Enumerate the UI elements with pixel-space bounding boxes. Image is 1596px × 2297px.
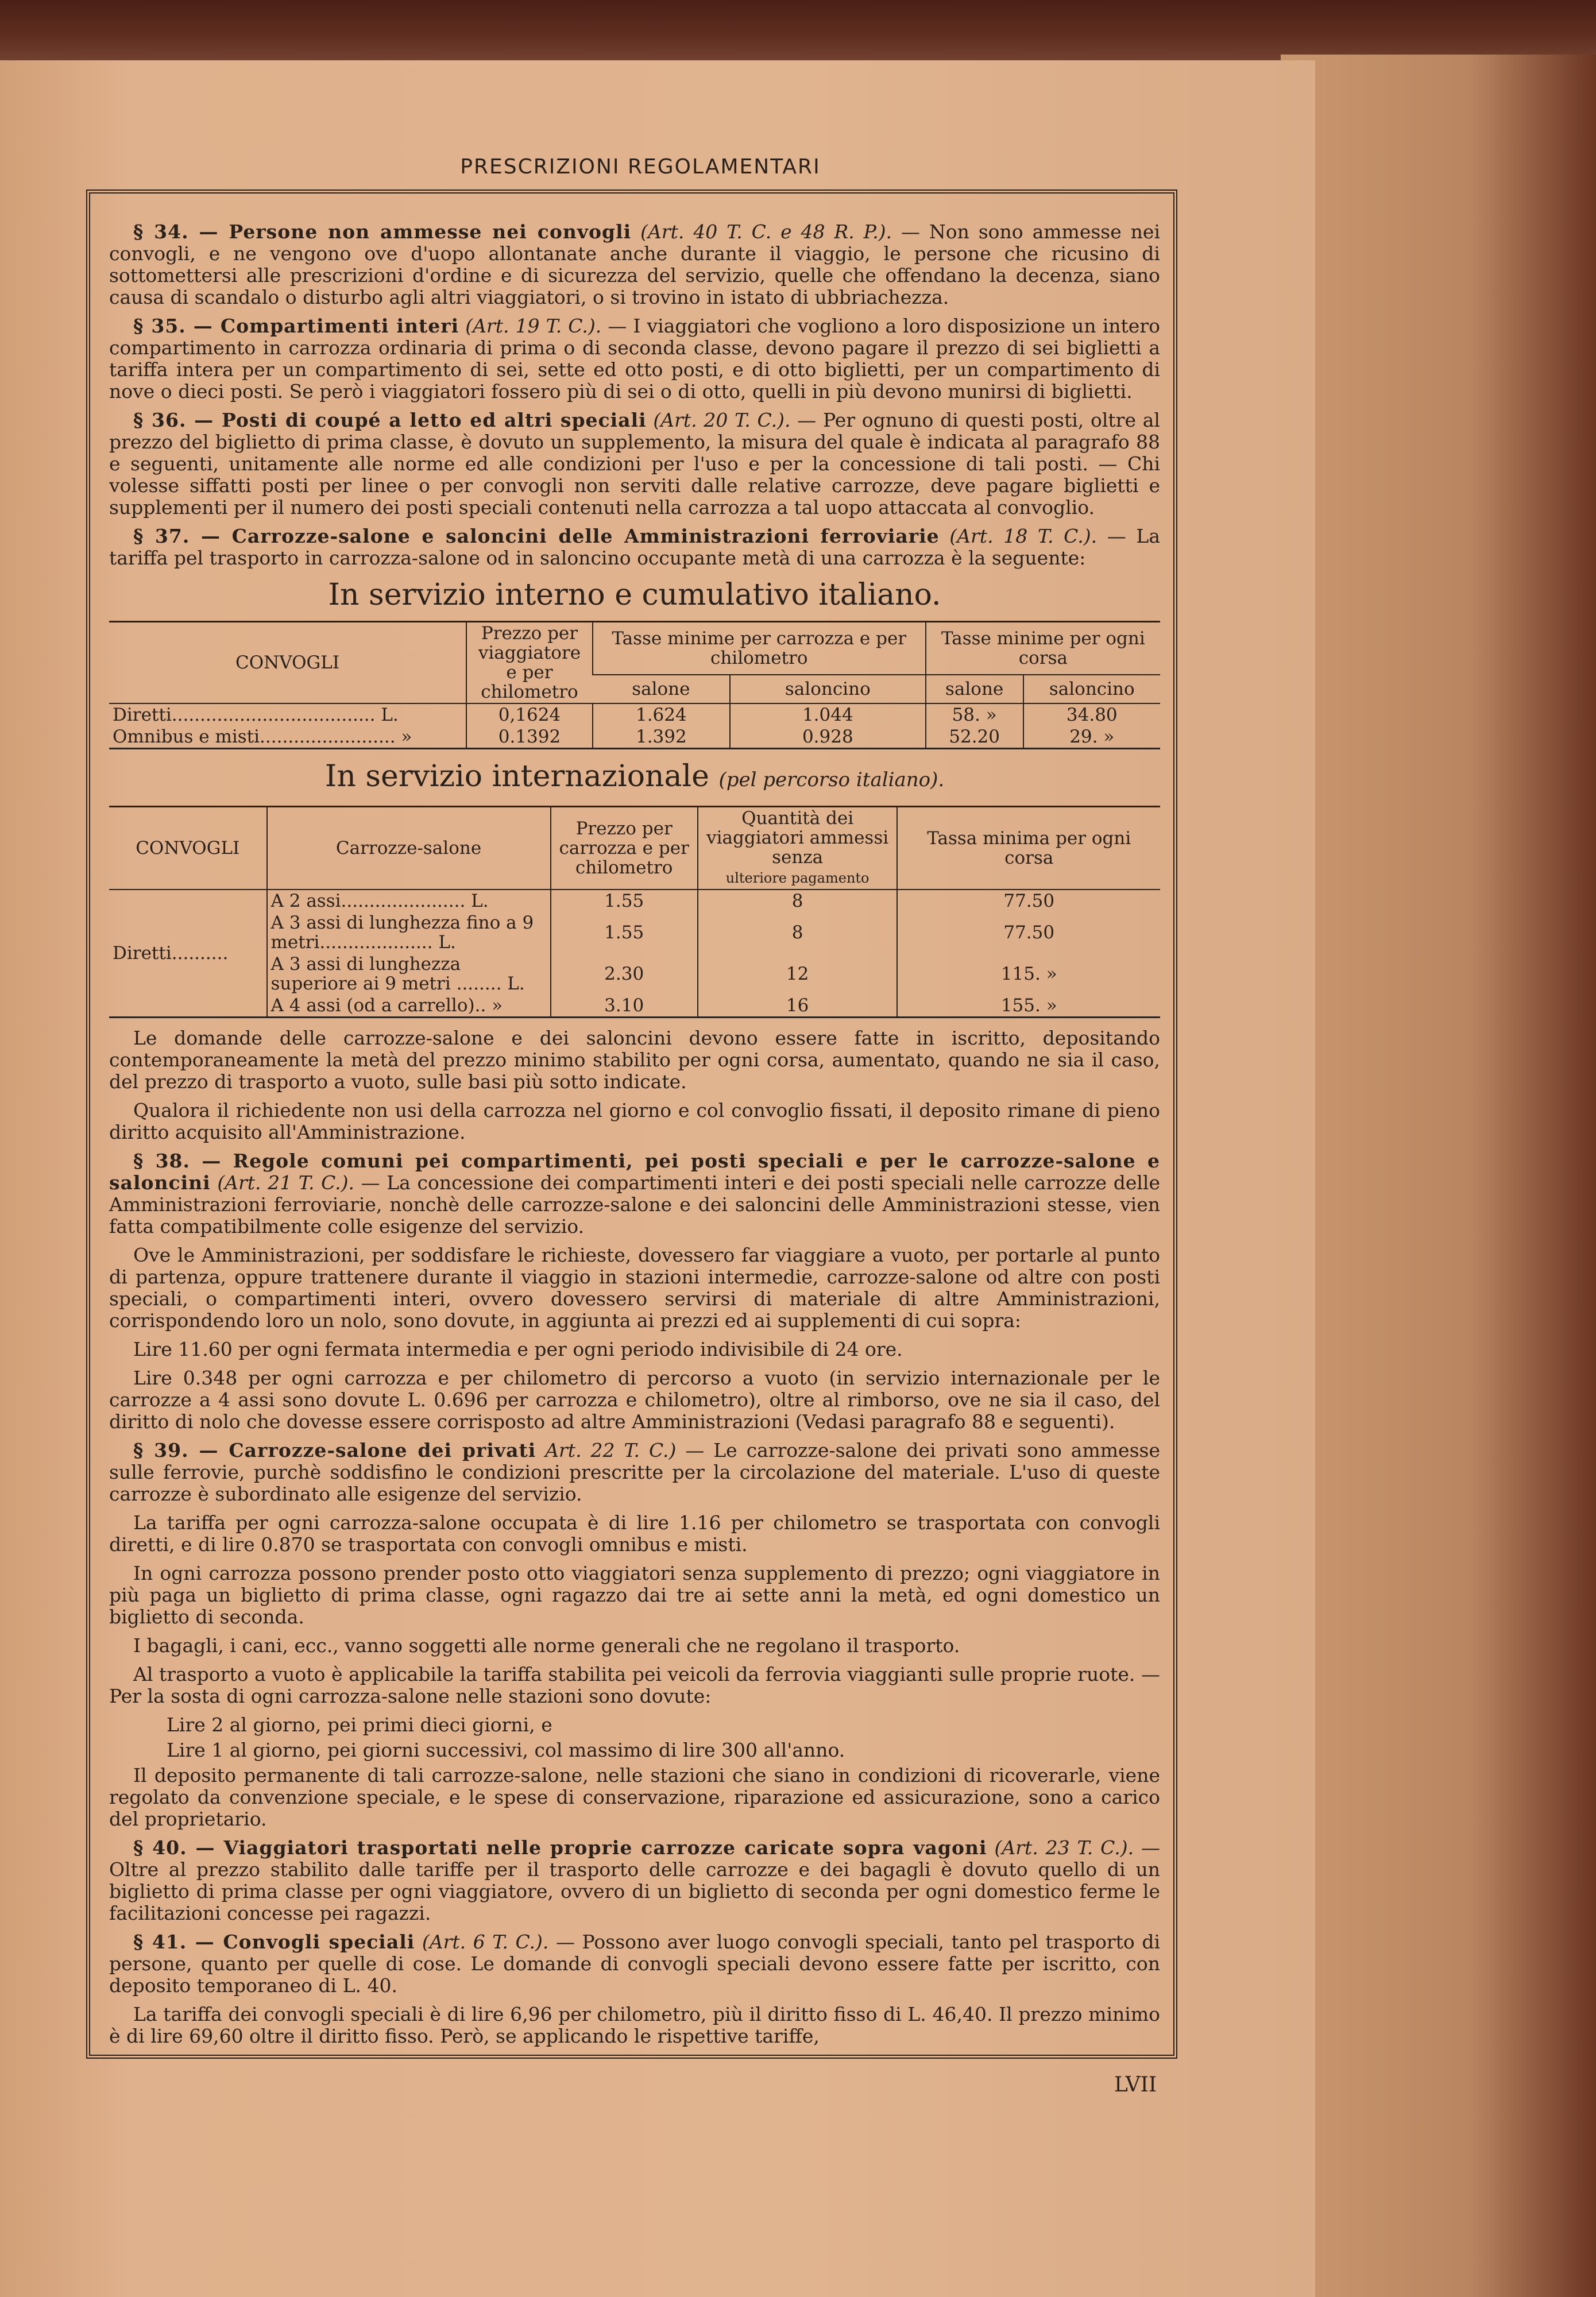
col-tassa: Tassa minima per ogni corsa — [897, 807, 1160, 890]
section-heading: § 39. — Carrozze-salone dei privati — [133, 1439, 536, 1461]
col-quantita-label: Quantità dei viaggiatori ammessi senza — [706, 808, 889, 868]
table-row — [109, 890, 1160, 912]
cell-quantita: 8 — [698, 890, 898, 912]
cell-quantita: 16 — [698, 995, 898, 1018]
section-text: — Non sono ammesse nei convogli, e ne vengono ove d'uopo allontanate anche durante il viaggio, le persone che ricusino di sottomettersi alle prescrizioni d'ordine e di sicurezza del servizio, quelle che offendano la decenza, siano causa di scandalo o disturbo agli altri viaggiatori, o si trovino in istato di ubbriachezza. — [109, 221, 1160, 308]
cell-km-saloncino: 1.044 — [730, 703, 926, 726]
section-text: — Per ognuno di questi posti, oltre al prezzo del biglietto di prima classe, è dovuto un supplemento, la misura del quale è indicata al paragrafo 88 e seguenti, unitamente alle norme ed alle condizioni per l'uso e per la concessione di tali posti. — Chi volesse siffatti posti per linee o per convogli non serviti dalle relative carrozze, deve pagare biglietti e supplementi per il numero dei posti speciali contenuti nella carrozza a tal uopo attaccata al convoglio. — [109, 409, 1160, 519]
article-ref: (Art. 23 T. C.). — [994, 1836, 1134, 1859]
table-row — [109, 703, 1160, 726]
cell-corsa-salone: 52.20 — [926, 726, 1023, 749]
row-desc: A 4 assi (od a carrello).. » — [267, 995, 551, 1018]
cell-corsa-salone: 58. » — [926, 703, 1023, 726]
table-row — [109, 953, 1160, 995]
paragraph-39-5: Al trasporto a vuoto è applicabile la tariffa stabilita pei veicoli da ferrovia viaggianti sulle proprie ruote. — Per la sosta di ogni carrozza-salone nelle stazioni sono dovute: — [109, 1663, 1160, 1707]
article-ref: (Art. 6 T. C.). — [422, 1931, 549, 1953]
paragraph-37 — [109, 525, 1160, 569]
cell-km-saloncino: 0.928 — [730, 726, 926, 749]
paragraph-38-2: Ove le Amministrazioni, per soddisfare le richieste, dovessero far viaggiare a vuoto, per portarle al punto di partenza, oppure trattenere durante il viaggio in stazioni intermedie, carrozze-salone od altre con posti speciali, o compartimenti interi, ovvero dovessero servirsi di materiale di altre Amministrazioni, corrispondendo loro un nolo, sono dovute, in aggiunta ai prezzi ed ai supplementi di cui sopra: — [109, 1244, 1160, 1332]
cell-quantita: 8 — [698, 912, 898, 953]
paragraph-34 — [109, 221, 1160, 308]
section-heading: § 34. — Persone non ammesse nei convogli — [133, 221, 632, 243]
table-row — [109, 726, 1160, 749]
col-salone: salone — [926, 675, 1023, 703]
cell-prezzo: 3.10 — [551, 995, 698, 1018]
paragraph-35 — [109, 315, 1160, 403]
table1-title: In servizio interno e cumulativo italiano. — [328, 578, 941, 612]
col-tasse-km: Tasse minime per carrozza e per chilometro — [593, 622, 926, 675]
section-text: — Possono aver luogo convogli speciali, tanto pel trasporto di persone, quanto per quelle di cose. Le domande di convogli speciali devono essere fatte per iscritto, con deposito temporaneo di L. 40. — [109, 1931, 1160, 1997]
tariff-line: Lire 2 al giorno, pei primi dieci giorni, e — [167, 1714, 552, 1736]
section-heading: § 40. — Viaggiatori trasportati nelle proprie carrozze caricate sopra vagoni — [133, 1836, 987, 1859]
col-quantita — [698, 807, 898, 890]
paragraph-38-3: Lire 11.60 per ogni fermata intermedia e per ogni periodo indivisibile di 24 ore. — [133, 1338, 903, 1360]
cell-corsa-saloncino: 29. » — [1023, 726, 1160, 749]
cell-tassa: 77.50 — [897, 912, 1160, 953]
article-ref: (Art. 19 T. C.). — [465, 315, 602, 337]
paragraph-39-8: Il deposito permanente di tali carrozze-salone, nelle stazioni che siano in condizioni di ricoverarle, viene regolato da convenzione speciale, e le spese di conservazione, riparazione ed assicurazione, sono a carico del proprietario. — [109, 1764, 1160, 1830]
cell-tassa: 77.50 — [897, 890, 1160, 912]
cell-tassa: 155. » — [897, 995, 1160, 1018]
section-heading: § 38. — Regole comuni pei compartimenti, pei posti speciali e per le carrozze-salone e saloncini — [109, 1150, 1160, 1194]
col-convogli: CONVOGLI — [109, 807, 267, 890]
paragraph-deposit: Le domande delle carrozze-salone e dei saloncini devono essere fatte in iscritto, depositando contemporaneamente la metà del prezzo minimo stabilito per ogni corsa, aumentato, quando ne sia il caso, del prezzo di trasporto a vuoto, sulle basi più sotto indicate. — [109, 1027, 1160, 1093]
col-saloncino: saloncino — [1023, 675, 1160, 703]
row-desc: A 2 assi...................... L. — [267, 890, 551, 912]
row-desc: A 3 assi di lunghezza fino a 9 metri.................... L. — [267, 912, 551, 953]
tariff-line: Lire 1 al giorno, pei giorni successivi, col massimo di lire 300 all'anno. — [167, 1739, 845, 1761]
cell-corsa-saloncino: 34.80 — [1023, 703, 1160, 726]
section-heading: § 41. — Convogli speciali — [133, 1931, 415, 1953]
table2-title-block — [109, 759, 1160, 798]
cell-prezzo: 1.55 — [551, 912, 698, 953]
section-heading: § 36. — Posti di coupé a letto ed altri speciali — [133, 409, 647, 431]
paragraph-39 — [109, 1440, 1160, 1505]
cell-prezzo: 0.1392 — [466, 726, 593, 749]
table-header-row — [109, 807, 1160, 890]
section-text: — I viaggiatori che vogliono a loro disposizione un intero compartimento in carrozza ordinaria di prima o di seconda classe, devono pagare il prezzo di sei biglietti a tariffa intera per un compartimento di sei, sette ed otto posti, e di otto biglietti, per un compartimento di nove o dieci posti. Se però i viaggiatori fossero più di sei o di otto, quelli in più devono munirsi di biglietti. — [109, 315, 1160, 403]
section-text: — La concessione dei compartimenti interi e dei posti speciali nelle carrozze delle Amministrazioni ferroviarie, nonchè delle carrozze-salone e dei saloncini delle Amministrazioni stesse, vien fatta compatibilmente colle esigenze del servizio. — [109, 1171, 1160, 1238]
paragraph-40 — [109, 1837, 1160, 1924]
cell-km-salone: 1.624 — [593, 703, 730, 726]
paragraph-39-3: In ogni carrozza possono prender posto otto viaggiatori senza supplemento di prezzo; ogni viaggiatore in più paga un biglietto di prima classe, ogni ragazzo dai tre ai sette anni la metà, ed ogni domestico un biglietto di seconda. — [109, 1562, 1160, 1628]
section-heading: § 35. — Compartimenti interi — [133, 315, 459, 337]
paragraph-39-2: La tariffa per ogni carrozza-salone occupata è di lire 1.16 per chilometro se trasportata con convogli diretti, e di lire 0.870 se trasportata con convogli omnibus e misti. — [109, 1511, 1160, 1556]
section-text: — La tariffa pel trasporto in carrozza-salone od in saloncino occupante metà di una carrozza è la seguente: — [109, 525, 1160, 569]
paragraph-41-2: La tariffa dei convogli speciali è di lire 6,96 per chilometro, più il diritto fisso di L. 46,40. Il prezzo minimo è di lire 69,60 oltre il diritto fisso. Però, se applicando le rispettive tariffe, — [109, 2003, 1160, 2047]
paragraph-41 — [109, 1931, 1160, 1997]
col-quantita-note: ulteriore pagamento — [725, 870, 870, 886]
tariff-table-international — [109, 806, 1160, 1018]
row-label: Omnibus e misti........................ » — [113, 726, 412, 747]
col-convogli: CONVOGLI — [109, 622, 466, 704]
article-ref: Art. 22 T. C.) — [545, 1439, 677, 1461]
article-ref: (Art. 20 T. C.). — [653, 409, 791, 431]
cell-prezzo: 2.30 — [551, 953, 698, 995]
paragraph-deposit-forfeit: Qualora il richiedente non usi della carrozza nel giorno e col convoglio fissati, il deposito rimane di pieno diritto acquisito all'Amministrazione. — [109, 1099, 1160, 1143]
article-ref: (Art. 18 T. C.). — [949, 525, 1098, 547]
paragraph-36 — [109, 409, 1160, 519]
section-heading: § 37. — Carrozze-salone e saloncini delle Amministrazioni ferroviarie — [133, 525, 940, 547]
section-text: — Le carrozze-salone dei privati sono ammesse sulle ferrovie, purchè soddisfino le condizioni prescritte per la circolazione del materiale. L'uso di queste carrozze è subordinato alle esigenze del servizio. — [109, 1439, 1160, 1505]
table-row — [109, 995, 1160, 1018]
cell-tassa: 115. » — [897, 953, 1160, 995]
row-group-label: Diretti.......... — [113, 943, 229, 964]
cell-quantita: 12 — [698, 953, 898, 995]
col-prezzo: Prezzo per carrozza e per chilometro — [551, 807, 698, 890]
running-head: PRESCRIZIONI REGOLAMENTARI — [460, 155, 821, 179]
row-desc: A 3 assi di lunghezza superiore ai 9 metri ........ L. — [267, 953, 551, 995]
table-row — [109, 912, 1160, 953]
col-prezzo: Prezzo per viaggiatore e per chilometro — [466, 622, 593, 704]
cell-km-salone: 1.392 — [593, 726, 730, 749]
col-saloncino: saloncino — [730, 675, 926, 703]
col-carrozze: Carrozze-salone — [267, 807, 551, 890]
page-number: LVII — [1114, 2073, 1157, 2097]
page-content — [109, 221, 1160, 2054]
paragraph-38-4: Lire 0.348 per ogni carrozza e per chilometro di percorso a vuoto (in servizio internazionale per le carrozze a 4 assi sono dovute L. 0.696 per carrozza e chilometro), oltre al rimborso, ove ne sia il caso, del diritto di nolo che dovesse essere corrisposto ad altre Amministrazioni (Vedasi paragrafo 88 e seguenti). — [109, 1367, 1160, 1433]
section-text: — Oltre al prezzo stabilito dalle tariffe per il trasporto delle carrozze e dei bagagli è dovuto quello di un biglietto di prima classe per ogni viaggiatore, ovvero di un biglietto di seconda per ogni domestico ferme le facilitazioni concesse pei ragazzi. — [109, 1836, 1160, 1924]
article-ref: (Art. 40 T. C. e 48 R. P.). — [640, 221, 892, 243]
cell-prezzo: 0,1624 — [466, 703, 593, 726]
tariff-table-domestic — [109, 621, 1160, 749]
col-tasse-corsa: Tasse minime per ogni corsa — [926, 622, 1160, 675]
table2-subtitle: (pel percorso italiano). — [718, 768, 945, 791]
table-header-row — [109, 622, 1160, 675]
article-ref: (Art. 21 T. C.). — [217, 1171, 354, 1194]
paragraph-39-4: I bagagli, i cani, ecc., vanno soggetti alle norme generali che ne regolano il trasporto. — [133, 1634, 960, 1657]
col-salone: salone — [593, 675, 730, 703]
table2-title: In servizio internazionale — [324, 759, 709, 794]
page-edge — [1281, 55, 1596, 2297]
row-label: Diretti.................................... L. — [113, 705, 399, 725]
cell-prezzo: 1.55 — [551, 890, 698, 912]
paragraph-38 — [109, 1150, 1160, 1238]
